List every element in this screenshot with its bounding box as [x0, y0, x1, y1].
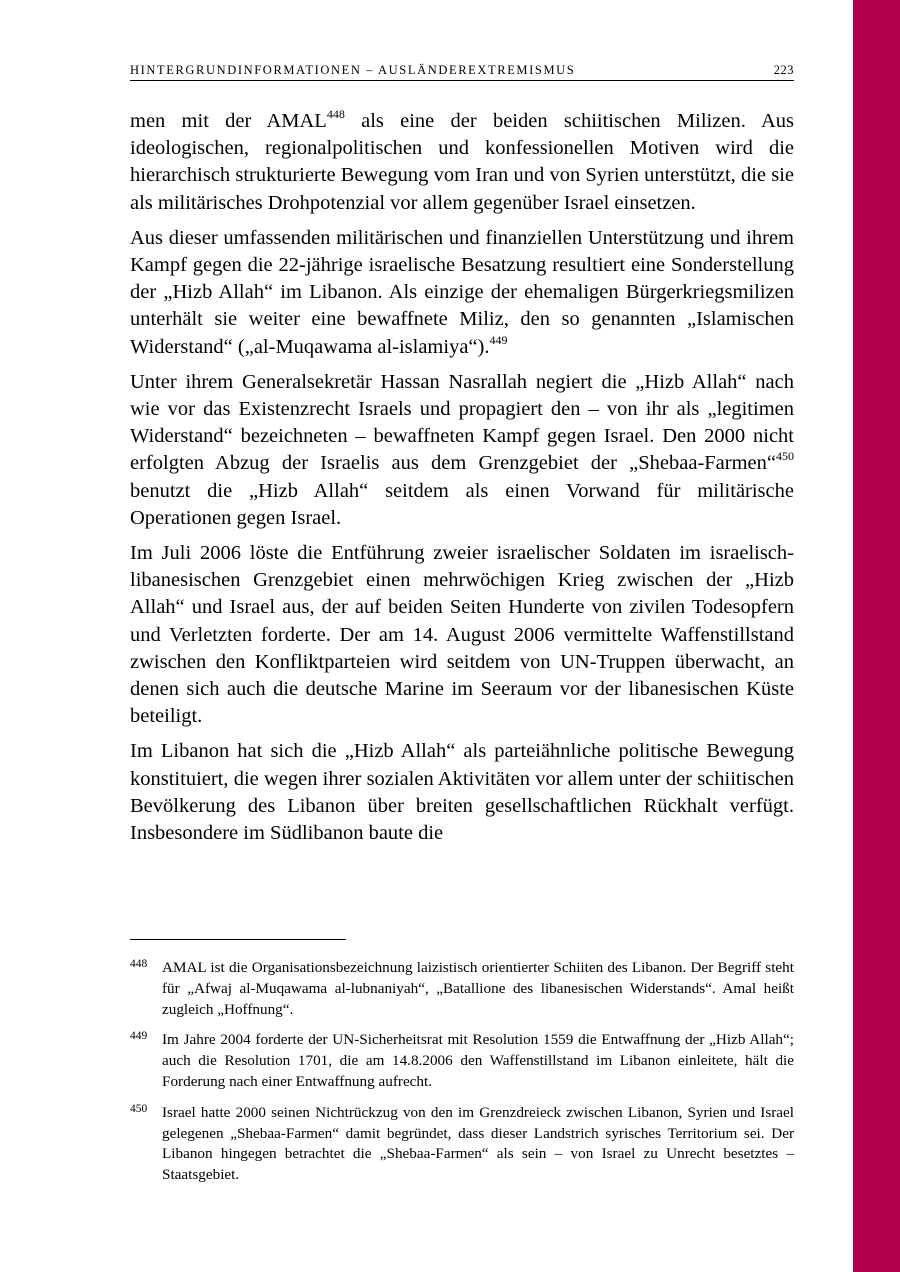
footnote-449 [130, 1030, 794, 1092]
footnote-number: 450 [130, 1102, 148, 1115]
footnote-separator [130, 939, 346, 940]
footnote-number: 448 [130, 958, 148, 970]
footnote-ref-450[interactable]: 450 [776, 449, 794, 464]
footnote-ref-449[interactable]: 449 [489, 332, 508, 347]
paragraph-4: Im Juli 2006 löste die Entführung zweier israelischer Soldaten im israelisch-libanesischen Grenzgebiet einen mehrwöchigen Krieg zwischen der „Hizb Allah“ und Israel aus, der auf beiden Seiten Hunderte von zivilen Todesopfern und Verletzten forderte. Der am 14. August 2006 vermittelte Waffenstillstand zwischen den Konfliktparteien wird seitdem von UN-Truppen überwacht, an denen sich auch die deutsche Marine im Seeraum vor der libanesischen Küste beteiligt. [130, 542, 794, 728]
footnote-text: Israel hatte 2000 seinen Nichtrückzug von den im Grenzdreieck zwischen Libanon, Syrien und Israel gelegenen „Shebaa-Farmen“ damit begründet, dass dieser Landstrich syrisches Territorium sei. Der Libanon hingegen betrachtet die „Shebaa-Farmen“ als sein – von Israel zu Unrecht besetztes – Staatsgebiet. [162, 1103, 794, 1184]
footnote-text: AMAL ist die Organisationsbezeichnung laizistisch orientierter Schiiten des Libanon. Der Begriff steht für „Afwaj al-Muqawama al-lubnaniyah“, „Batallione des libanesischen Widerstands“. Amal heißt zugleich „Hoffnung“. [162, 959, 794, 1018]
footnote-number: 449 [130, 1030, 148, 1043]
paragraph-2-text: Aus dieser umfassenden militärischen und finanziellen Unterstützung und ihrem Kampf gegen die 22-jährige israelische Besatzung resultiert eine Sonderstellung der „Hizb Allah“ im Libanon. Als einzige der ehemaligen Bürgerkriegsmilizen unterhält sie weiter eine bewaffnete Miliz, den so genannten „Islamischen Widerstand“ („al-Muqawama al-islamiya“). [130, 226, 794, 358]
running-header-title: HINTERGRUNDINFORMATIONEN – AUSLÄNDEREXTREMISMUS [130, 63, 576, 77]
side-color-bar [853, 0, 900, 1272]
paragraph-5: Im Libanon hat sich die „Hizb Allah“ als parteiähnliche politische Bewegung konstituiert, die wegen ihrer sozialen Aktivitäten vor allem unter der schiitischen Bevölkerung des Libanon über breiten gesellschaftlichen Rückhalt verfügt. Insbesondere im Südlibanon baute die [130, 740, 794, 845]
paragraph-1 [130, 108, 794, 217]
footnote-text: Im Jahre 2004 forderte der UN-Sicherheitsrat mit Resolution 1559 die Entwaffnung der „Hizb Allah“; auch die Resolution 1701, die am 14.8.2006 den Waffenstillstand im Libanon einleitete, hält die Forderung nach einer Entwaffnung aufrecht. [162, 1031, 794, 1090]
footnote-450 [130, 1103, 794, 1186]
paragraph-1-rest: als eine der beiden schiitischen Milizen. Aus ideologischen, regionalpolitischen und konfessionellen Motiven wird die hierarchisch strukturierte Bewegung vom Iran und von Syrien unterstützt, die sie als militärisches Drohpotenzial vor allem gegenüber Israel einsetzen. [130, 110, 794, 214]
paragraph-3-rest: benutzt die „Hizb Allah“ seitdem als einen Vorwand für militärische Operationen gegen Israel. [130, 479, 794, 529]
paragraph-1-start: men mit der AMAL [130, 110, 327, 132]
footnotes [130, 958, 794, 1196]
paragraph-2 [130, 225, 794, 361]
footnote-ref-448[interactable]: 448 [326, 107, 345, 121]
body-text [130, 108, 794, 855]
paragraph-3 [130, 369, 794, 532]
footnote-448 [130, 958, 794, 1020]
paragraph-3-start: Unter ihrem Generalsekretär Hassan Nasrallah negiert die „Hizb Allah“ nach wie vor das Existenzrecht Israels und propagiert den – von ihr als „legitimen Widerstand“ bezeichneten – bewaffneten Kampf gegen Israel. Den 2000 nicht erfolgten Abzug der Israelis aus dem Grenzgebiet der „Shebaa-Farmen“ [130, 370, 794, 475]
running-header [130, 62, 794, 81]
page-number: 223 [773, 63, 794, 77]
